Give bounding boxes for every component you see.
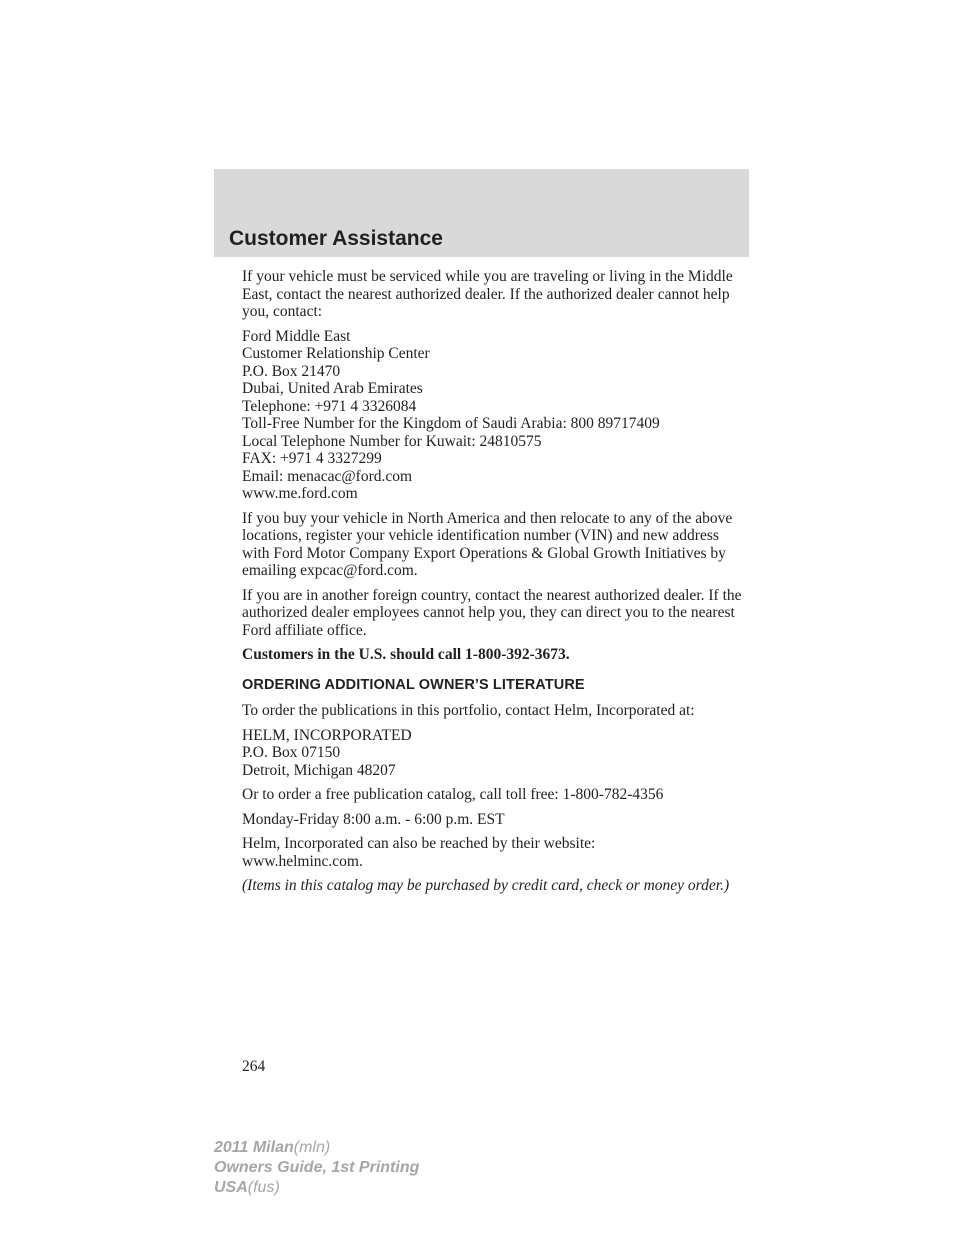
us-customers-callout: Customers in the U.S. should call 1-800-392-3673. (242, 646, 570, 663)
ford-middle-east-address: Ford Middle East Customer Relationship Center P.O. Box 21470 Dubai, United Arab Emirates Telephone: +971 4 3326084 Toll-Free Number for the Kingdom of Saudi Arabia: 800 89717409 Local Telephone Number for Kuwait: 24810575 FAX: +971 4 3327299 Email: menacac@ford.com www.me.ford.com (242, 327, 660, 502)
footer-market: USA (214, 1179, 248, 1196)
hours-paragraph: Monday-Friday 8:00 a.m. - 6:00 p.m. EST (242, 810, 505, 828)
helm-address: HELM, INCORPORATED P.O. Box 07150 Detroit, Michigan 48207 (242, 726, 412, 779)
footer-market-code: (fus) (247, 1179, 280, 1196)
page-body (242, 268, 747, 902)
footer-model: 2011 Milan (214, 1139, 294, 1156)
footer-line-model (214, 1138, 419, 1158)
relocation-paragraph: If you buy your vehicle in North America and then relocate to any of the above locations, register your vehicle identification number (VIN) and new address with Ford Motor Company Export Operations & Global Growth Initiatives by emailing expcac@ford.com. (242, 509, 733, 579)
payment-note: (Items in this catalog may be purchased by credit card, check or money order.) (242, 877, 730, 894)
order-publications-paragraph: To order the publications in this portfolio, contact Helm, Incorporated at: (242, 702, 695, 719)
footer-line-guide (214, 1158, 419, 1178)
helm-website-paragraph: Helm, Incorporated can also be reached by their website: www.helminc.com. (242, 835, 596, 870)
literature-section-heading: ORDERING ADDITIONAL OWNER’S LITERATURE (242, 676, 585, 693)
footer-model-code: (mln) (293, 1139, 331, 1156)
page-number: 264 (242, 1058, 266, 1075)
foreign-country-paragraph: If you are in another foreign country, contact the nearest authorized dealer. If the authorized dealer employees cannot help you, they can direct you to the nearest Ford affiliate office. (242, 586, 742, 639)
catalog-phone-paragraph: Or to order a free publication catalog, call toll free: 1-800-782-4356 (242, 786, 664, 803)
section-header-band (214, 169, 749, 257)
footer-guide: Owners Guide, 1st Printing (214, 1159, 420, 1176)
footer-line-market (214, 1178, 419, 1198)
section-title: Customer Assistance (229, 227, 443, 250)
print-footer (214, 1138, 419, 1198)
intro-paragraph: If your vehicle must be serviced while you are traveling or living in the Middle East, contact the nearest authorized dealer. If the authorized dealer cannot help you, contact: (242, 268, 733, 320)
